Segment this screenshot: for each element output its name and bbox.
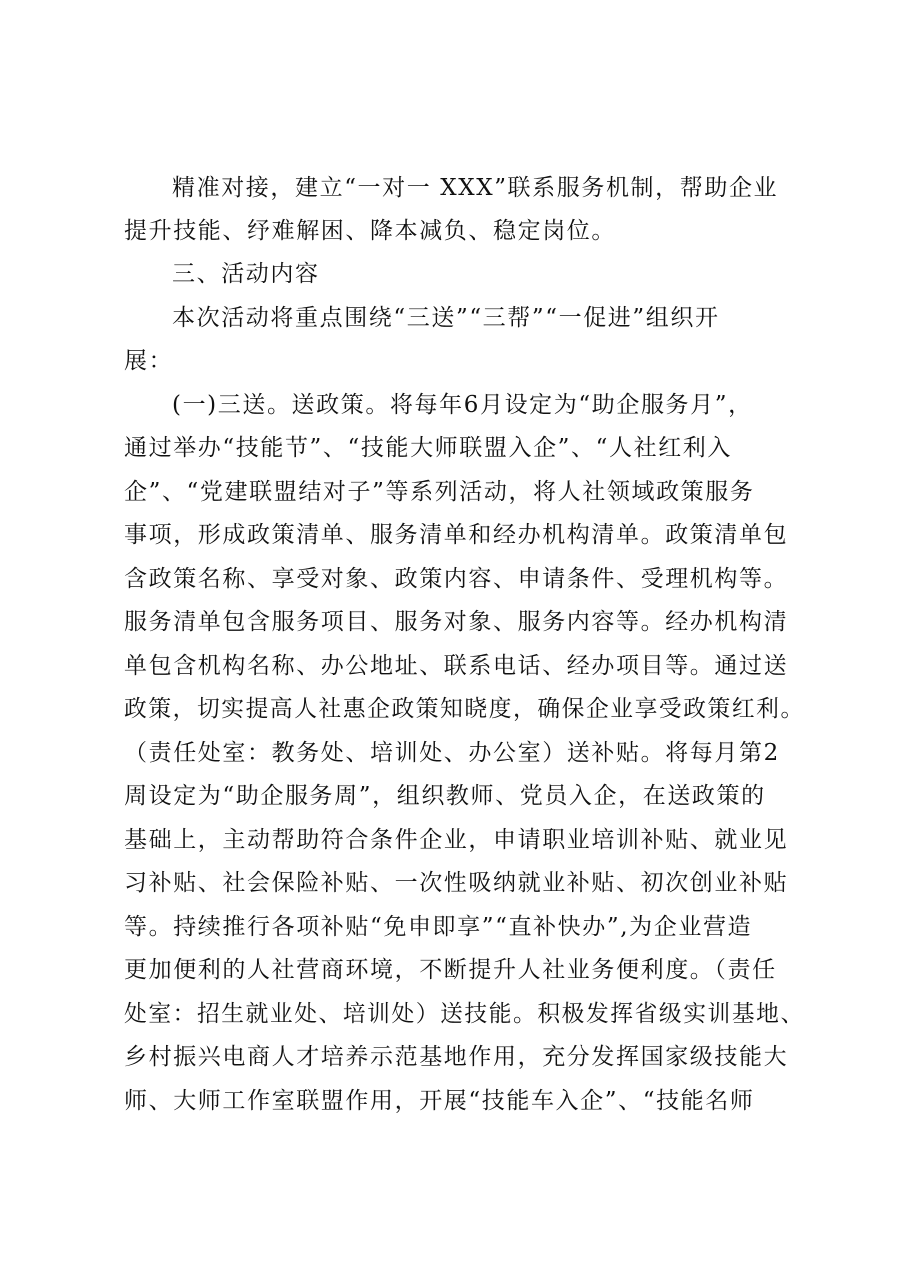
text-line-13: 政策，切实提高人社惠企政策知晓度，确保企业享受政策红利。 (124, 696, 805, 722)
text-line-15: 周设定为“助企服务周”，组织教师、党员入企，在送政策的 (124, 783, 766, 809)
text-line-9: 事项，形成政策清单、服务清单和经办机构清单。政策清单包 (124, 522, 789, 548)
text-line-18: 等。持续推行各项补贴“免申即享”“直补快办”,为企业营造 (124, 914, 753, 940)
text-line-1: 精准对接，建立“一对一 XXX”联系服务机制，帮助企业 (172, 175, 779, 201)
text-line-5: 展： (124, 348, 174, 374)
text-line-6: (一)三送。送政策。将每年6月设定为“助企服务月”， (172, 392, 753, 418)
text-line-11: 服务清单包含服务项目、服务对象、服务内容等。经办机构清 (124, 609, 789, 635)
text-line-17: 习补贴、社会保险补贴、一次性吸纳就业补贴、初次创业补贴 (124, 870, 789, 896)
text-line-21: 乡村振兴电商人才培养示范基地作用，充分发挥国家级技能大 (124, 1044, 789, 1070)
text-line-14: （责任处室：教务处、培训处、办公室）送补贴。将每月第2 (124, 740, 780, 766)
text-line-2: 提升技能、纾难解困、降本减负、稳定岗位。 (124, 218, 616, 244)
text-line-10: 含政策名称、享受对象、政策内容、申请条件、受理机构等。 (124, 566, 789, 592)
section-heading: 三、活动内容 (172, 261, 320, 287)
text-line-19: 更加便利的人社营商环境，不断提升人社业务便利度。（责任 (124, 957, 777, 983)
text-line-22: 师、大师工作室联盟作用，开展“技能车入企”、“技能名师 (124, 1088, 755, 1114)
text-line-7: 通过举办“技能节”、“技能大师联盟入企”、“人社红利入 (124, 435, 732, 461)
text-line-20: 处室：招生就业处、培训处）送技能。积极发挥省级实训基地、 (124, 1001, 805, 1027)
text-line-12: 单包含机构名称、办公地址、联系电话、经办项目等。通过送 (124, 653, 789, 679)
text-line-16: 基础上，主动帮助符合条件企业，申请职业培训补贴、就业见 (124, 827, 789, 853)
text-line-8: 企”、“党建联盟结对子”等系列活动，将人社领域政策服务 (124, 479, 755, 505)
text-line-4: 本次活动将重点围绕“三送”“三帮”“一促进”组织开 (172, 305, 720, 331)
